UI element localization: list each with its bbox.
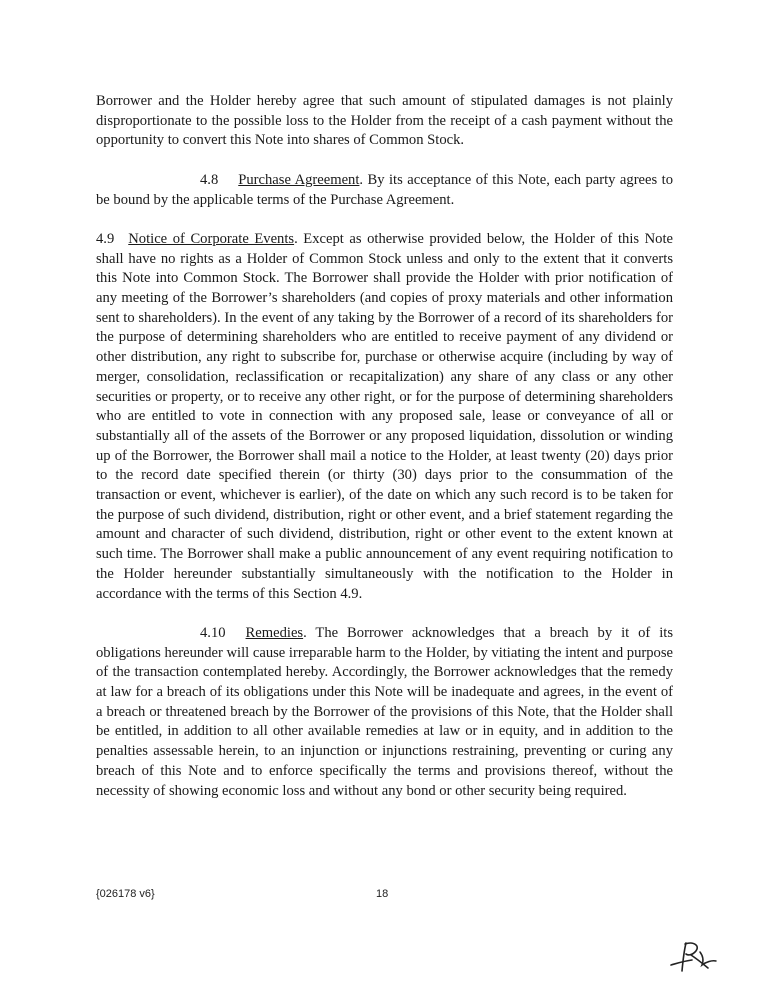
document-body — [96, 92, 673, 821]
handwritten-initials-icon — [668, 938, 720, 974]
section-heading: Notice of Corporate Events — [128, 230, 295, 247]
section-heading: Purchase Agreement — [238, 171, 360, 188]
section-4-8 — [96, 171, 673, 210]
section-number: 4.10 — [200, 624, 226, 641]
footer-doc-id: {026178 v6} — [96, 888, 155, 900]
section-4-9 — [96, 230, 673, 604]
continuation-paragraph: Borrower and the Holder hereby agree that such amount of stipulated damages is not plainly disproportionate to the possible loss to the Holder from the receipt of a cash payment without the opportunity to convert this Note into shares of Common Stock. — [96, 93, 673, 149]
section-number: 4.8 — [200, 171, 219, 188]
section-body: . By its acceptance of this Note, each party agrees to be bound by the applicable terms of the Purchase Agreement. — [96, 171, 673, 208]
footer-page-number: 18 — [376, 888, 389, 900]
section-body: . The Borrower acknowledges that a breach by it of its obligations hereunder will cause irreparable harm to the Holder, by vitiating the intent and purpose of the transaction contemplated hereby. Accordingly, the Borrower acknowledges that the remedy at law for a breach of its obligations under this Note will be inadequate and agrees, in the event of a breach or threatened breach by the Borrower of the provisions of this Note, that the Holder shall be entitled, in addition to all other available remedies at law or in equity, and in addition to the penalties assessable herein, to an injunction or injunctions restraining, preventing or curing any breach of this Note and to enforce specifically the terms and provisions thereof, without the necessity of showing economic loss and without any bond or other security being required. — [96, 624, 673, 799]
section-4-10 — [96, 624, 673, 801]
section-heading: Remedies — [245, 624, 304, 641]
section-body: . Except as otherwise provided below, the Holder of this Note shall have no rights as a Holder of Common Stock unless and only to the extent that it converts this Note into Common Stock. The Borrower shall provide the Holder with prior notification of any meeting of the Borrower’s shareholders (and copies of proxy materials and other information sent to shareholders). In the event of any taking by the Borrower of a record of its shareholders for the purpose of determining shareholders who are entitled to receive payment of any dividend or other distribution, any right to subscribe for, purchase or otherwise acquire (including by way of merger, consolidation, reclassification or recapitalization) any share of any class or any other securities or property, or to receive any other right, or for the purpose of determining shareholders who are entitled to vote in connection with any proposed sale, lease or conveyance of all or substantially all of the assets of the Borrower or any proposed liquidation, dissolution or winding up of the Borrower, the Borrower shall mail a notice to the Holder, at least twenty (20) days prior to the record date specified therein (or thirty (30) days prior to the consummation of the transaction or event, whichever is earlier), of the date on which any such record is to be taken for the purpose of such dividend, distribution, right or other event, and a brief statement regarding the amount and character of such dividend, distribution, right or other event to the extent known at such time. The Borrower shall make a public announcement of any event requiring notification to the Holder hereunder substantially simultaneously with the notification to the Holder in accordance with the terms of this Section 4.9. — [96, 230, 673, 602]
section-number: 4.9 — [96, 230, 115, 247]
